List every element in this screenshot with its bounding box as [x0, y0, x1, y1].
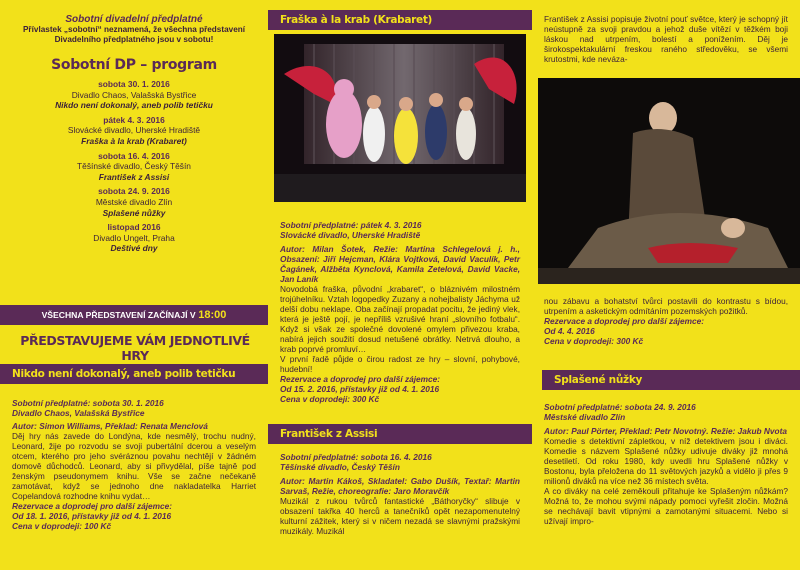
show1-reserve: Rezervace a doprodej pro další zájemce: — [12, 501, 173, 511]
show2-description: Novodobá fraška, původní „krabaret“, o bláznivém milostném trojúhelníku. Vztah logopedky Zuzany a nohejbalisty Jáchyma už delší dobu neklape. Oba začínají propadat pocitu, že jediný vlek, která je ještě pojí, je nepříliš vzrušivé hraní „slovního fotbalu“. Když si však ze společné dovolené omylem přivezou kraba, nabírá jejich soužití dosud netušené obrátky. Netrvá dlouho, a krab poprvé promluví… — [280, 284, 520, 354]
present-title: PŘEDSTAVUJEME VÁM JEDNOTLIVÉ HRY — [20, 333, 250, 363]
show1-title-bar: Nikdo není dokonalý, aneb polib tetičku — [0, 364, 268, 384]
stage-photo-assisi-svg — [538, 78, 800, 284]
program-place: Těšínské divadlo, Český Těšín — [77, 161, 191, 172]
program-show: Fraška à la krab (Krabaret) — [81, 135, 187, 146]
program-show: Deštivé dny — [110, 243, 158, 254]
show2-place: Slovácké divadlo, Uherské Hradiště — [280, 230, 421, 240]
show1-subscription: Sobotní předplatné: sobota 30. 1. 2016 — [12, 398, 164, 408]
start-time-label: VŠECHNA PŘEDSTAVENÍ ZAČÍNAJÍ V — [41, 310, 196, 320]
show2-info — [268, 220, 532, 404]
assisi-description: František z Assisi popisuje životní pouť světce, který je schopný jít neústupně za svoji pravdou a jehož duše vítězí v těžkém boji láskou nad utrpením, bolestí a ponížením. Děj je širokospektakulární freskou raného středověku, se všemi krutostmi, kde neváza- — [544, 14, 788, 64]
show1-section — [0, 364, 268, 531]
show3-title-bar: František z Assisi — [268, 424, 532, 444]
show1-place: Divadlo Chaos, Valašská Bystřice — [12, 408, 145, 418]
intro-text: Přívlastek „sobotní“ neznamená, že všechna představení Divadelního předplatného jsou v sobotu! — [22, 25, 246, 44]
start-time-banner — [0, 305, 268, 325]
program-place: Městské divadlo Zlín — [95, 196, 173, 207]
program-date: pátek 4. 3. 2016 — [103, 114, 165, 125]
assisi-price: Cena v doprodeji: 300 Kč — [544, 336, 644, 346]
program-date: listopad 2016 — [107, 222, 161, 233]
show4-description: Komedie s detektivní zápletkou, v níž detektivem jsou i diváci. Komedie s názvem Splašené nůžky udivuje diváky již mnohá desetiletí. Od roku 1980, kdy uvedli hru Splašené nůžky v Bostonu, byla přeložena do 11 světových jazyků a vidělo ji přes 9 milionů diváků na více než 36 místech světa. — [544, 436, 788, 486]
stage-photo-krabaret-svg — [274, 34, 526, 202]
show3-info — [268, 452, 532, 536]
show4-title-bar: Splašené nůžky — [542, 370, 800, 390]
show2-title-bar: Fraška à la krab (Krabaret) — [268, 10, 532, 30]
program-show: Nikdo není dokonalý, aneb polib tetičku — [55, 100, 213, 111]
column-shows — [268, 0, 532, 570]
show2-dates: Od 15. 2. 2016, přístavky již od 4. 1. 2016 — [280, 384, 440, 394]
program-item — [0, 115, 268, 147]
program-item — [0, 151, 268, 183]
start-time-value: 18:00 — [198, 309, 227, 321]
assisi-description-2: nou zábavu a bohatství tvůrci postavili do kontrastu s bídou, utrpením a asketickým odmítáním pozemských požitků. — [544, 296, 788, 316]
stage-photo-krabaret — [274, 34, 526, 202]
assisi-reserve: Rezervace a doprodej pro další zájemce: — [544, 316, 705, 326]
program-show: František z Assisi — [98, 171, 170, 182]
program-title: Sobotní DP – program — [51, 57, 217, 73]
column-continued — [532, 0, 800, 570]
assisi-text-top — [532, 14, 800, 64]
assisi-text-bottom — [532, 296, 800, 346]
show4-subscription: Sobotní předplatné: sobota 24. 9. 2016 — [544, 402, 696, 412]
show4-place: Městské divadlo Zlín — [544, 412, 626, 422]
program-date: sobota 30. 1. 2016 — [98, 79, 170, 89]
show2-price: Cena v doprodeji: 300 Kč — [280, 394, 380, 404]
show2-reserve: Rezervace a doprodej pro další zájemce: — [280, 374, 441, 384]
program-item — [0, 79, 268, 111]
show4-authors: Autor: Paul Pörter, Překlad: Petr Novotný. Režie: Jakub Nvota — [544, 426, 787, 436]
show1-info — [0, 398, 268, 531]
column-program — [0, 0, 268, 570]
program-place: Slovácké divadlo, Uherské Hradiště — [67, 125, 201, 136]
program-place: Divadlo Ungelt, Praha — [93, 232, 175, 243]
program-item — [0, 186, 268, 218]
assisi-dates: Od 4. 4. 2016 — [544, 326, 595, 336]
program-show: Splašené nůžky — [102, 207, 166, 218]
program-place: Divadlo Chaos, Valašská Bystřice — [71, 89, 197, 100]
program-date: sobota 16. 4. 2016 — [98, 150, 170, 161]
stage-photo-assisi — [538, 78, 800, 284]
show3-authors: Autor: Martin Kákoš, Skladatel: Gabo Dušík, Textař: Martin Sarvaš, Režie, choreografie: Jaro Moravčík — [280, 476, 520, 496]
intro-title: Sobotní divadelní předplatné — [65, 14, 203, 25]
show3-subscription: Sobotní předplatné: sobota 16. 4. 2016 — [280, 452, 432, 462]
show3-place: Těšínské divadlo, Český Těšín — [280, 462, 400, 472]
show1-authors: Autor: Simon Williams, Překlad: Renata Menclová — [12, 421, 208, 431]
show3-description: Muzikál z rukou tvůrců fantastické „Báthoryčky“ slibuje v obsazení takřka 40 herců a tanečníků opět nezapomenutelný kulturní zážitek, který si v ničem nezadá se slavnými pražskými muzikály. Muzikál — [280, 496, 520, 536]
show1-dates: Od 18. 1. 2016, přístavky již od 4. 1. 2016 — [12, 511, 172, 521]
show4-description-2: A co diváky na celé zeměkouli přitahuje ke Splašeným nůžkám? Možná to, že mohou svými nápady pomoci vyřešit zločin. Možná se nechávají bavit vtipnými a zamotanými situacemi. Nebo si užívají impro- — [544, 486, 788, 526]
show2-description-2: V první řadě půjde o čirou radost ze hry – slovní, pohybové, hudební! — [280, 354, 520, 374]
show2-authors: Autor: Milan Šotek, Režie: Martina Schlegelová j. h., Obsazení: Jiří Hejcman, Klára Vojtková, David Vaculík, Petr Čagánek, Alžběta Kynclová, Kamila Zetelová, David Vacke, Jan Laník — [280, 244, 520, 284]
program-item — [0, 222, 268, 254]
show1-price: Cena v doprodeji: 100 Kč — [12, 521, 112, 531]
show2-subscription: Sobotní předplatné: pátek 4. 3. 2016 — [280, 220, 422, 230]
program-date: sobota 24. 9. 2016 — [98, 186, 170, 197]
show1-description: Děj hry nás zavede do Londýna, kde nesmělý, trochu nudný, Leonard, žije po rozvodu se svoji pubertální dcerou a veselým otcem, kterého pro jeho svéráznou povahu nechtějí v žádném domově důchodců. Leonard, aby si přivydělal, píše tajně pod ženským pseudonymem knihu. Vše se začne nečekaně zamotávat, když se jednoho dne nakladatelka Harriet Copelandová rozhodne knihu vydat… — [12, 431, 256, 501]
show4-info — [532, 402, 800, 526]
